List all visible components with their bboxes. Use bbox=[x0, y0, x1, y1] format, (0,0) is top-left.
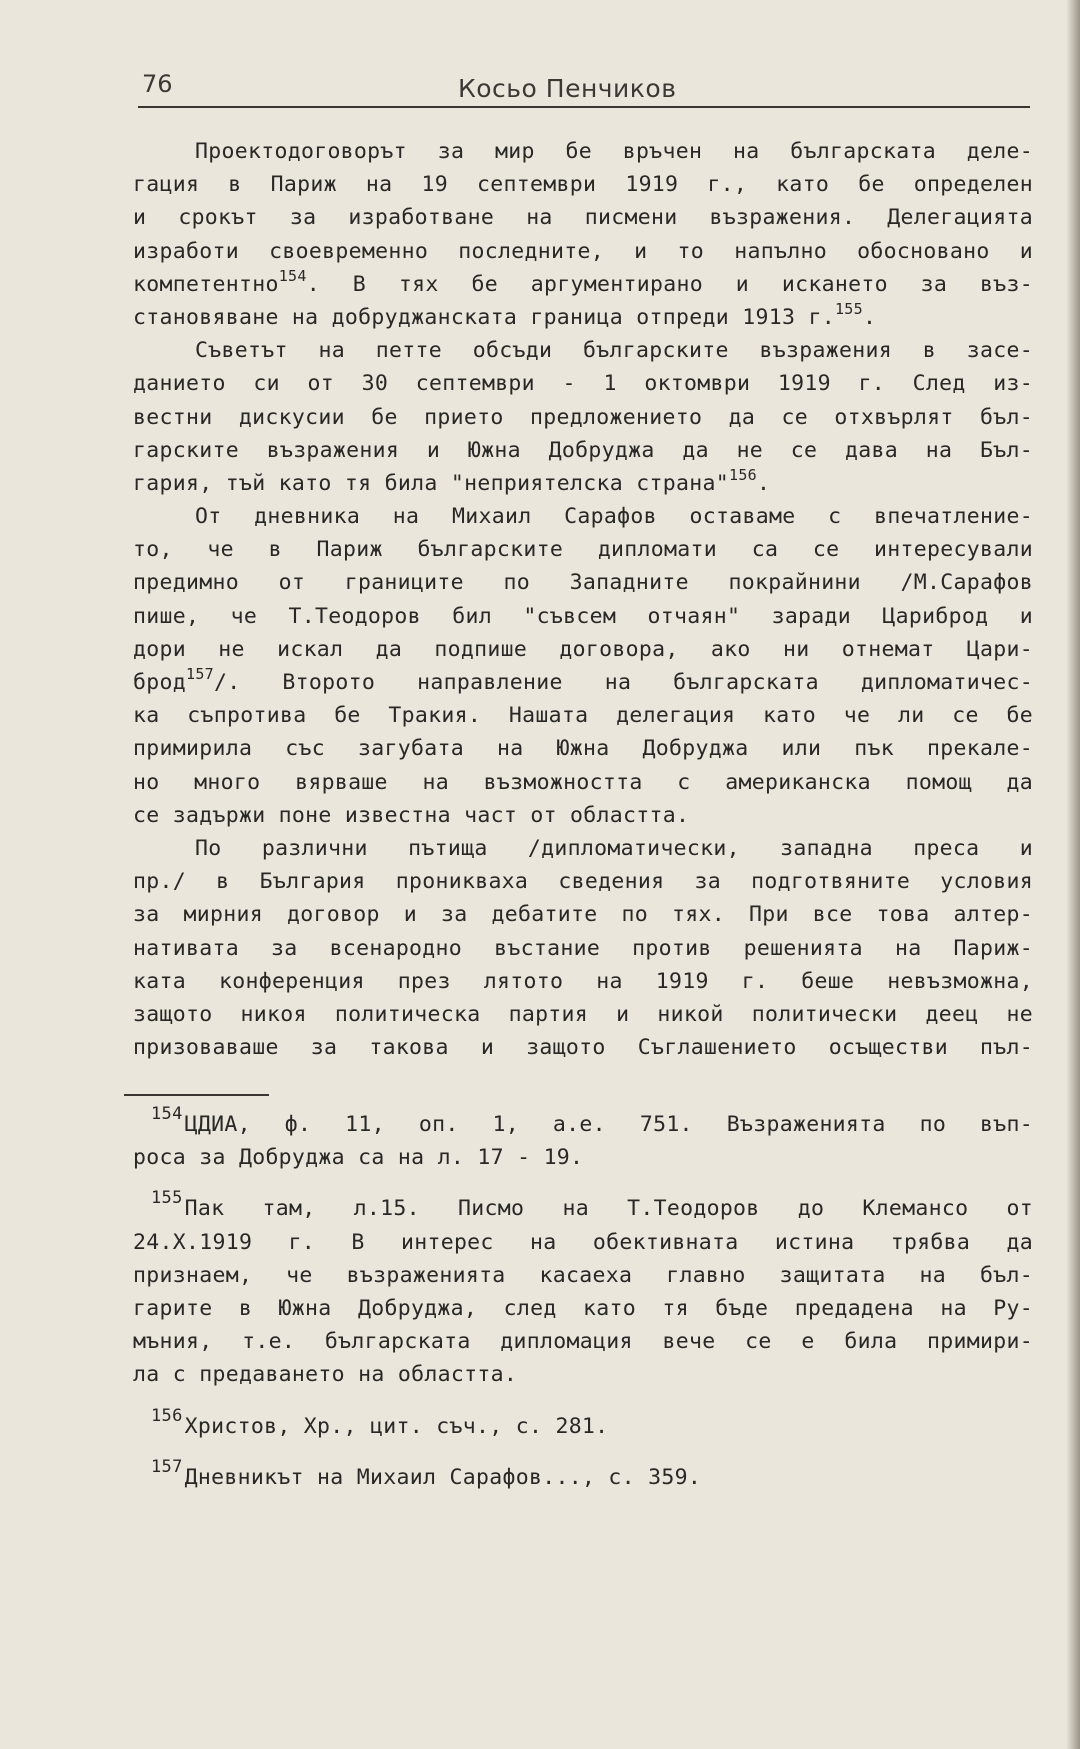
body-line bbox=[133, 500, 1033, 533]
body-line-text: гария, тъй като тя била "неприятелска страна" bbox=[133, 470, 729, 496]
page-header bbox=[138, 66, 1030, 108]
body-line bbox=[133, 301, 1033, 334]
body-line-text: гация в Париж на 19 септември 1919 г., като бе определен bbox=[133, 172, 1033, 198]
footnote-reference[interactable]: 157 bbox=[185, 665, 214, 683]
footnote-155 bbox=[133, 1188, 1033, 1391]
body-line bbox=[133, 965, 1033, 998]
body-line-text: но много вярваше на възможността с американска помощ да bbox=[133, 769, 1033, 795]
footnote-text: ла с предаването на областта. bbox=[133, 1362, 518, 1388]
body-line-text: дори не искал да подпише договора, ако ни отнемат Цари- bbox=[133, 636, 1033, 662]
body-line-text: компетентно bbox=[133, 271, 279, 297]
body-line-text: Проектодоговорът за мир бе връчен на българската деле- bbox=[195, 139, 1033, 164]
footnote-line bbox=[133, 1104, 1033, 1141]
body-line bbox=[133, 832, 1033, 865]
body-line bbox=[133, 932, 1033, 965]
body-line-text: то, че в Париж българските дипломати са се интересували bbox=[133, 537, 1033, 563]
body-line-text-continued: /. Второто направление на българската дипломатичес- bbox=[213, 670, 1033, 695]
body-line-text: пр./ в България проникваха сведения за подготвяните условия bbox=[133, 869, 1033, 895]
footnote-text: Пак там, л.15. Писмо на Т.Теодоров до Клемансо от bbox=[184, 1196, 1033, 1222]
body-line-text: защото никоя политическа партия и никой политически деец не bbox=[133, 1001, 1033, 1027]
body-line-text-continued: . bbox=[862, 304, 877, 330]
page-edge-shadow bbox=[1066, 0, 1080, 1749]
footnote-156 bbox=[133, 1405, 1033, 1443]
body-line bbox=[133, 334, 1033, 367]
body-line-text: становяване на добруджанската граница отпреди 1913 г. bbox=[133, 304, 835, 330]
page-number: 76 bbox=[142, 70, 173, 98]
footnotes bbox=[133, 1104, 1033, 1494]
footnote-text: Дневникът на Михаил Сарафов..., с. 359. bbox=[184, 1464, 702, 1490]
body-line-text: и срокът за изработване на писмени възражения. Делегацията bbox=[133, 205, 1033, 231]
body-line bbox=[133, 533, 1033, 566]
body-line-text: От дневника на Михаил Сарафов оставаме с впечатление- bbox=[195, 504, 1033, 530]
footnote-line bbox=[133, 1456, 1033, 1494]
footnote-text: Христов, Хр., цит. съч., с. 281. bbox=[184, 1413, 609, 1439]
footnote-number: 154 bbox=[151, 1104, 183, 1124]
body-line bbox=[133, 766, 1033, 799]
footnote-line bbox=[133, 1405, 1033, 1443]
body-line bbox=[133, 434, 1033, 467]
footnote-157 bbox=[133, 1456, 1033, 1494]
body-line-text-continued: . bbox=[756, 470, 771, 496]
body-line bbox=[133, 201, 1033, 234]
footnote-number: 156 bbox=[151, 1405, 183, 1426]
body-line bbox=[133, 898, 1033, 931]
body-line bbox=[133, 699, 1033, 732]
body-line-text: ката конференция през лятото на 1919 г. беше невъзможна, bbox=[133, 968, 1033, 994]
body-line bbox=[133, 566, 1033, 599]
running-head: Косьо Пенчиков bbox=[458, 74, 677, 103]
body-line-text: предимно от границите по Западните покрайнини /М.Сарафов bbox=[133, 570, 1033, 596]
footnote-number: 157 bbox=[151, 1456, 183, 1477]
footnote-text: роса за Добруджа са на л. 17 - 19. bbox=[133, 1145, 584, 1171]
body-line bbox=[133, 865, 1033, 898]
footnote-text: гарите в Южна Добруджа, след като тя бъде предадена на Ру- bbox=[133, 1295, 1033, 1321]
body-line bbox=[133, 633, 1033, 666]
footnote-line bbox=[133, 1141, 1033, 1174]
body-line-text: примирила със загубата на Южна Добруджа или пък прекале- bbox=[133, 736, 1033, 762]
footnote-line bbox=[133, 1325, 1033, 1358]
body-line-text: изработи своевременно последните, и то напълно обосновано и bbox=[133, 238, 1033, 264]
body-line-text: призоваваше за такова и защото Съглашението осъществи пъл- bbox=[133, 1035, 1033, 1061]
body-line-text: данието си от 30 септември - 1 октомври 1919 г. След из- bbox=[133, 371, 1033, 397]
body-line bbox=[133, 268, 1033, 301]
footnote-reference[interactable]: 154 bbox=[278, 266, 307, 285]
body-line-text: нативата за всенародно въстание против решенията на Париж- bbox=[133, 935, 1033, 961]
footnote-spacer bbox=[133, 1392, 1033, 1410]
body-line bbox=[133, 168, 1033, 201]
body-line-text: гарските възражения и Южна Добруджа да не се дава на Бъл- bbox=[133, 437, 1033, 463]
footnote-reference[interactable]: 155 bbox=[834, 299, 863, 318]
body-line bbox=[133, 467, 1033, 500]
footnote-text: признаем, че възраженията касаеха главно защитата на бъл- bbox=[133, 1262, 1033, 1288]
footnote-spacer bbox=[133, 1443, 1033, 1461]
body-line-text: Съветът на петте обсъди българските възражения в засе- bbox=[195, 338, 1033, 364]
body-line-text: пише, че Т.Теодоров бил "съвсем отчаян" заради Цариброд и bbox=[133, 603, 1033, 629]
footnote-line bbox=[133, 1188, 1033, 1225]
body-line bbox=[133, 732, 1033, 765]
body-line bbox=[133, 401, 1033, 434]
body-line bbox=[133, 600, 1033, 633]
footnote-154 bbox=[133, 1104, 1033, 1174]
body-line-text: се задържи поне известна част от областта. bbox=[133, 802, 690, 828]
body-line-text: за мирния договор и за дебатите по тях. При все това алтер- bbox=[133, 902, 1033, 928]
footnote-line bbox=[133, 1259, 1033, 1292]
body-line bbox=[133, 998, 1033, 1031]
footnote-divider bbox=[124, 1094, 269, 1096]
footnote-line bbox=[133, 1292, 1033, 1325]
body-line bbox=[133, 135, 1033, 168]
footnote-line bbox=[133, 1358, 1033, 1391]
footnote-text: ЦДИА, ф. 11, оп. 1, а.е. 751. Възраженията по въп- bbox=[184, 1112, 1033, 1137]
body-line bbox=[133, 1031, 1033, 1064]
footnote-spacer bbox=[133, 1174, 1033, 1192]
body-line bbox=[133, 666, 1033, 699]
footnote-text: мъния, т.е. българската дипломация вече се е била примири- bbox=[133, 1329, 1033, 1355]
footnote-number: 155 bbox=[151, 1188, 183, 1209]
footnote-text: 24.X.1919 г. В интерес на обективната истина трябва да bbox=[133, 1229, 1033, 1255]
body-line-text-continued: . В тях бе аргументирано и искането за въз- bbox=[306, 271, 1033, 297]
body-text bbox=[133, 135, 1033, 1064]
body-line-text: По различни пътища /дипломатически, западна преса и bbox=[195, 835, 1033, 861]
footnote-line bbox=[133, 1226, 1033, 1259]
footnote-reference[interactable]: 156 bbox=[728, 465, 757, 484]
body-line-text: вестни дискусии бе прието предложението да се отхвърлят бъл- bbox=[133, 404, 1033, 430]
body-line bbox=[133, 367, 1033, 400]
body-line-text: брод bbox=[133, 670, 186, 695]
body-line bbox=[133, 799, 1033, 832]
body-line bbox=[133, 235, 1033, 268]
body-line-text: ка съпротива бе Тракия. Нашата делегация като че ли се бе bbox=[133, 703, 1033, 729]
